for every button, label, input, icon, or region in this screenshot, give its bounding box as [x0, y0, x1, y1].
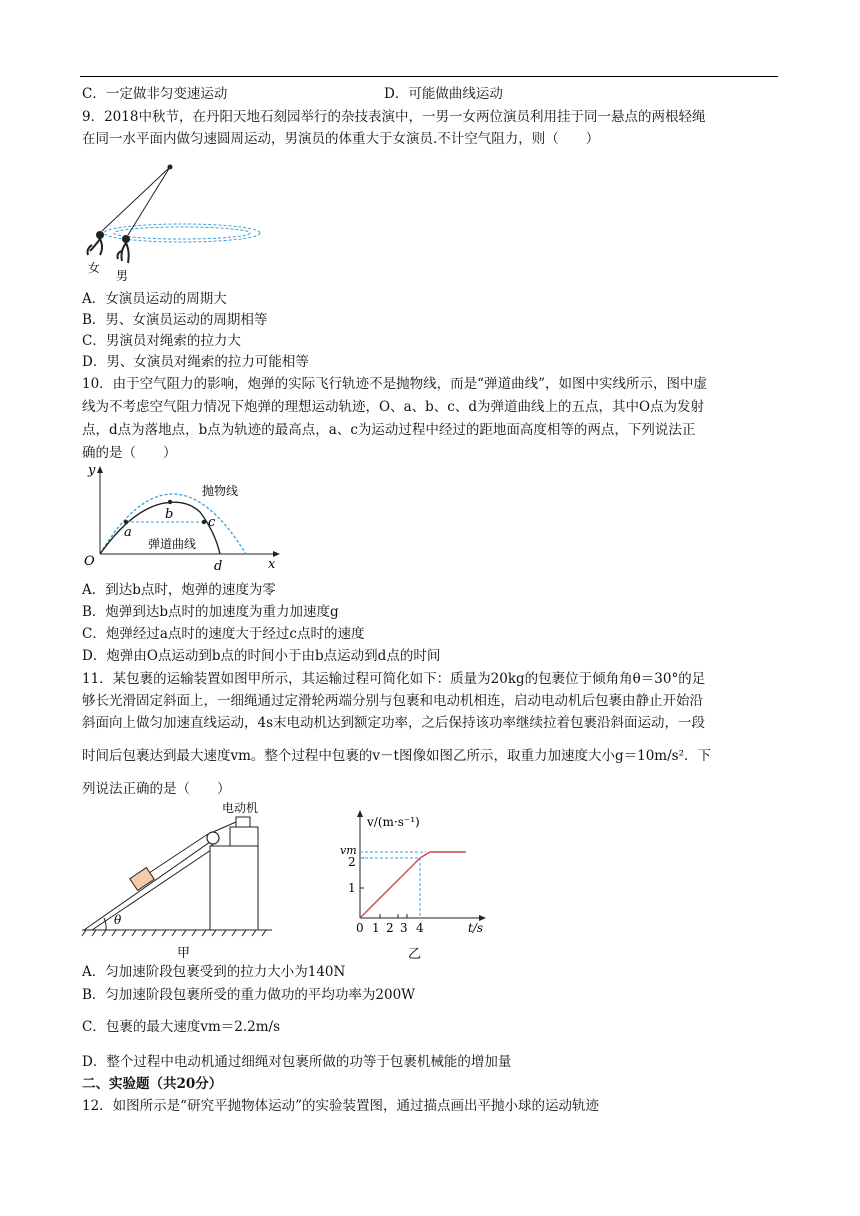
q9-option-b: B．男、女演员运动的周期相等	[82, 312, 268, 328]
q11-fig-a-caption: 甲	[177, 946, 191, 961]
q10-point-a: a	[124, 525, 132, 540]
q11-option-c: C．包裹的最大速度vm＝2.2m/s	[82, 1019, 281, 1035]
q10-point-c: c	[208, 515, 216, 530]
q11-fig-b-xtick-4: 4	[416, 921, 424, 935]
q9-option-d: D．男、女演员对绳索的拉力可能相等	[82, 354, 309, 370]
q9-stem-line1: 9．2018中秋节，在丹阳天地石刻园举行的杂技表演中，一男一女两位演员利用挂于同一悬点的两根轻绳	[82, 109, 706, 125]
q11-figure-b	[340, 806, 500, 966]
q11-option-d: D．整个过程中电动机通过细绳对包裹所做的功等于包裹机械能的增加量	[82, 1054, 512, 1070]
q10-stem-line3: 点，d点为落地点，b点为轨迹的最高点，a、c为运动过程中经过的距地面高度相等的两点，下列说法正	[82, 422, 696, 438]
q9-stem-line2: 在同一水平面内做匀速圆周运动，男演员的体重大于女演员.不计空气阻力，则（ ）	[82, 131, 600, 147]
q10-option-b: B．炮弹到达b点时的加速度为重力加速度g	[82, 604, 339, 620]
q10-option-c: C．炮弹经过a点时的速度大于经过c点时的速度	[82, 626, 365, 642]
q9-option-c: C．男演员对绳索的拉力大	[82, 333, 241, 349]
q8-option-d: D．可能做曲线运动	[384, 86, 503, 102]
q10-point-o: O	[84, 554, 95, 569]
q9-label-male: 男	[116, 269, 129, 283]
q10-point-b: b	[165, 507, 174, 522]
q11-fig-a-motor: 电动机	[222, 801, 259, 815]
q9-figure	[80, 155, 280, 285]
q10-option-d: D．炮弹由O点运动到b点的时间小于由b点运动到d点的时间	[82, 648, 441, 664]
q10-figure	[80, 462, 290, 572]
q12-stem-line1: 12．如图所示是“研究平抛物体运动”的实验装置图，通过描点画出平抛小球的运动轨迹	[82, 1098, 599, 1114]
q11-fig-b-xlabel: t/s	[468, 921, 484, 935]
q11-fig-b-xtick-3: 3	[400, 921, 408, 935]
q11-stem-line2: 够长光滑固定斜面上，一细绳通过定滑轮两端分别与包裹和电动机相连，启动电动机后包裹由静止开始沿	[82, 693, 703, 709]
q8-option-c: C．一定做非匀变速运动	[82, 86, 228, 102]
q11-fig-b-vm: vm	[340, 844, 357, 857]
q11-fig-b-ylabel: v/(m·s⁻¹)	[367, 815, 420, 829]
q10-axis-x: x	[268, 557, 276, 572]
q10-label-parabola: 抛物线	[202, 484, 239, 498]
q10-option-a: A．到达b点时，炮弹的速度为零	[82, 582, 276, 598]
q11-fig-a-theta: θ	[114, 913, 122, 927]
q9-label-female: 女	[88, 261, 101, 275]
header-rule	[80, 76, 778, 77]
section-title: 二、实验题（共20分）	[82, 1076, 223, 1092]
q11-stem-line5: 列说法正确的是（ ）	[82, 781, 231, 797]
q11-option-a: A．匀加速阶段包裹受到的拉力大小为140N	[82, 964, 346, 980]
q11-fig-b-xtick-1: 1	[372, 921, 380, 935]
q11-fig-b-ytick-1: 1	[348, 881, 356, 895]
q11-fig-b-xtick-0: 0	[356, 921, 364, 935]
q11-fig-b-ytick-2: 2	[348, 855, 356, 869]
q11-stem-line1: 11．某包裹的运输装置如图甲所示，其运输过程可简化如下：质量为20kg的包裹位于倾角角θ＝30°的足	[82, 671, 706, 687]
q11-fig-b-xtick-2: 2	[386, 921, 394, 935]
q9-option-a: A．女演员运动的周期大	[82, 291, 227, 307]
q11-stem-line4: 时间后包裹达到最大速度vm。整个过程中包裹的v－t图像如图乙所示，取重力加速度大小g＝10m/s²．下	[82, 748, 711, 764]
q11-option-b: B．匀加速阶段包裹所受的重力做功的平均功率为200W	[82, 987, 416, 1003]
q11-stem-line3: 斜面向上做匀加速直线运动，4s末电动机达到额定功率，之后保持该功率继续拉着包裹沿斜面运动，一段	[82, 715, 706, 731]
q10-stem-line4: 确的是（ ）	[82, 445, 177, 461]
q10-axis-y: y	[88, 463, 96, 478]
q11-figure-a	[82, 800, 282, 965]
q10-point-d: d	[214, 559, 223, 574]
q10-label-ballistic: 弹道曲线	[148, 537, 197, 551]
q11-fig-b-caption: 乙	[408, 947, 422, 962]
q10-stem-line1: 10．由于空气阻力的影响，炮弹的实际飞行轨迹不是抛物线，而是“弹道曲线”，如图中实线所示，图中虚	[82, 376, 707, 392]
q10-stem-line2: 线为不考虑空气阻力情况下炮弹的理想运动轨迹，O、a、b、c、d为弹道曲线上的五点，其中O点为发射	[82, 399, 705, 415]
